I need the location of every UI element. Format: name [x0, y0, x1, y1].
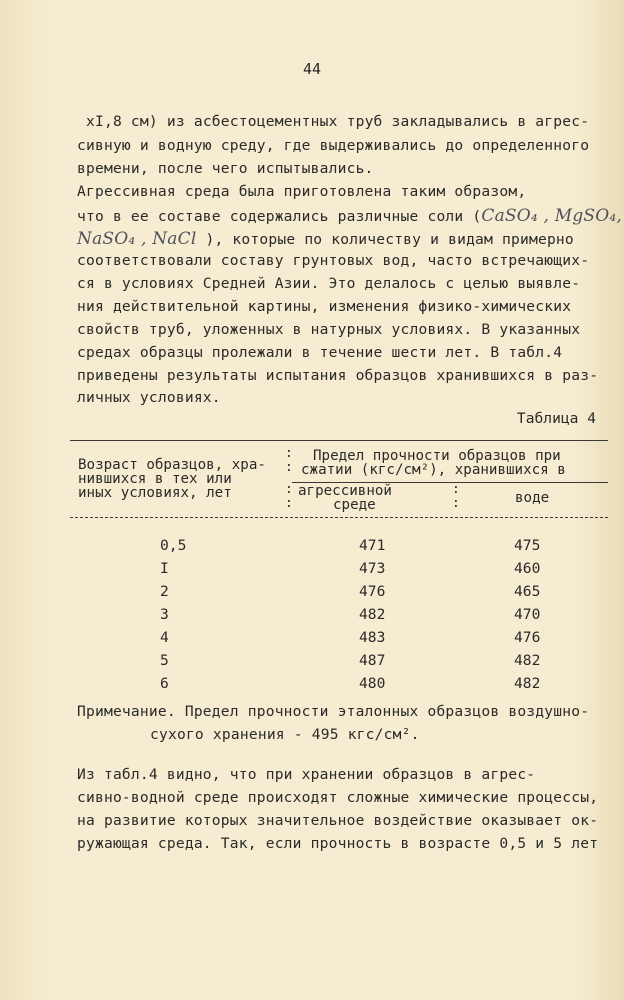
table-note-line: Примечание. Предел прочности эталонных образцов воздушно-: [77, 703, 590, 720]
column-separator: :: [285, 446, 293, 461]
column-separator: :: [285, 460, 293, 475]
col2-header-line: среде: [333, 497, 376, 513]
page-number: 44: [302, 60, 322, 78]
aggressive-cell: 473: [359, 560, 386, 577]
text-line: Из табл.4 видно, что при хранении образцов в агрес-: [77, 766, 536, 783]
text-fragment: что в ее составе содержались различные соли (: [77, 208, 482, 225]
group-header-line: Предел прочности образцов при: [313, 448, 561, 464]
age-cell: 3: [160, 606, 169, 623]
water-cell: 482: [514, 652, 541, 669]
water-cell: 482: [514, 675, 541, 692]
col2-header-line: агрессивной: [298, 483, 392, 499]
text-line: времени, после чего испытывались.: [77, 160, 374, 177]
table-row: [0, 606, 624, 629]
text-line: средах образцы пролежали в течение шести лет. В табл.4: [77, 344, 563, 361]
text-line: свойств труб, уложенных в натурных условиях. В указанных: [77, 321, 581, 338]
column-separator: :: [452, 482, 460, 497]
aggressive-cell: 480: [359, 675, 386, 692]
table-top-rule: [70, 440, 608, 441]
aggressive-cell: 476: [359, 583, 386, 600]
column-separator: :: [285, 482, 293, 497]
age-cell: I: [160, 560, 169, 577]
age-cell: 4: [160, 629, 169, 646]
water-cell: 476: [514, 629, 541, 646]
group-header-line: сжатии (кгс/см²), хранившихся в: [301, 462, 566, 478]
col1-header-line: нившихся в тех или: [78, 471, 232, 487]
table-row: [0, 583, 624, 606]
aggressive-cell: 471: [359, 537, 386, 554]
table-note-line: сухого хранения - 495 кгс/см².: [150, 726, 420, 743]
column-separator: :: [452, 496, 460, 511]
age-cell: 6: [160, 675, 169, 692]
table-row: [0, 675, 624, 698]
text-line: Агрессивная среда была приготовлена таким образом,: [77, 183, 527, 200]
text-fragment: ), которые по количеству и видам примерно: [196, 231, 574, 248]
col1-header-line: иных условиях, лет: [78, 485, 232, 501]
col1-header-line: Возраст образцов, хра-: [78, 457, 266, 473]
table-caption: Таблица 4: [516, 410, 596, 427]
text-line: на развитие которых значительное воздействие оказывает ок-: [77, 812, 599, 829]
age-cell: 2: [160, 583, 169, 600]
age-cell: 0,5: [160, 537, 187, 554]
text-line: личных условиях.: [77, 389, 221, 406]
handwritten-formula: CaSO₄ , MgSO₄,: [481, 206, 623, 226]
handwritten-formula: NaSO₄ , NaCl: [77, 229, 197, 249]
text-line: соответствовали составу грунтовых вод, часто встречающих-: [77, 252, 590, 269]
text-line: [77, 229, 574, 249]
table-row: [0, 537, 624, 560]
header-bottom-rule: [70, 517, 608, 518]
column-separator: :: [285, 496, 293, 511]
table-row: [0, 560, 624, 583]
text-line: ния действительной картины, изменения физико-химических: [77, 298, 572, 315]
water-cell: 475: [514, 537, 541, 554]
table-row: [0, 629, 624, 652]
age-cell: 5: [160, 652, 169, 669]
table-row: [0, 652, 624, 675]
text-line: приведены результаты испытания образцов хранившихся в раз-: [77, 367, 599, 384]
water-cell: 460: [514, 560, 541, 577]
text-line: xI,8 см) из асбестоцементных труб закладывались в агрес-: [86, 113, 590, 130]
text-line: [77, 206, 622, 226]
aggressive-cell: 487: [359, 652, 386, 669]
text-line: сивно-водной среде происходят сложные химические процессы,: [77, 789, 599, 806]
col3-header: воде: [515, 490, 550, 506]
text-line: сивную и водную среду, где выдерживались до определенного: [77, 137, 590, 154]
text-line: ружающая среда. Так, если прочность в возрасте 0,5 и 5 лет: [77, 835, 599, 852]
aggressive-cell: 482: [359, 606, 386, 623]
aggressive-cell: 483: [359, 629, 386, 646]
text-line: ся в условиях Средней Азии. Это делалось с целью выявле-: [77, 275, 581, 292]
water-cell: 465: [514, 583, 541, 600]
water-cell: 470: [514, 606, 541, 623]
